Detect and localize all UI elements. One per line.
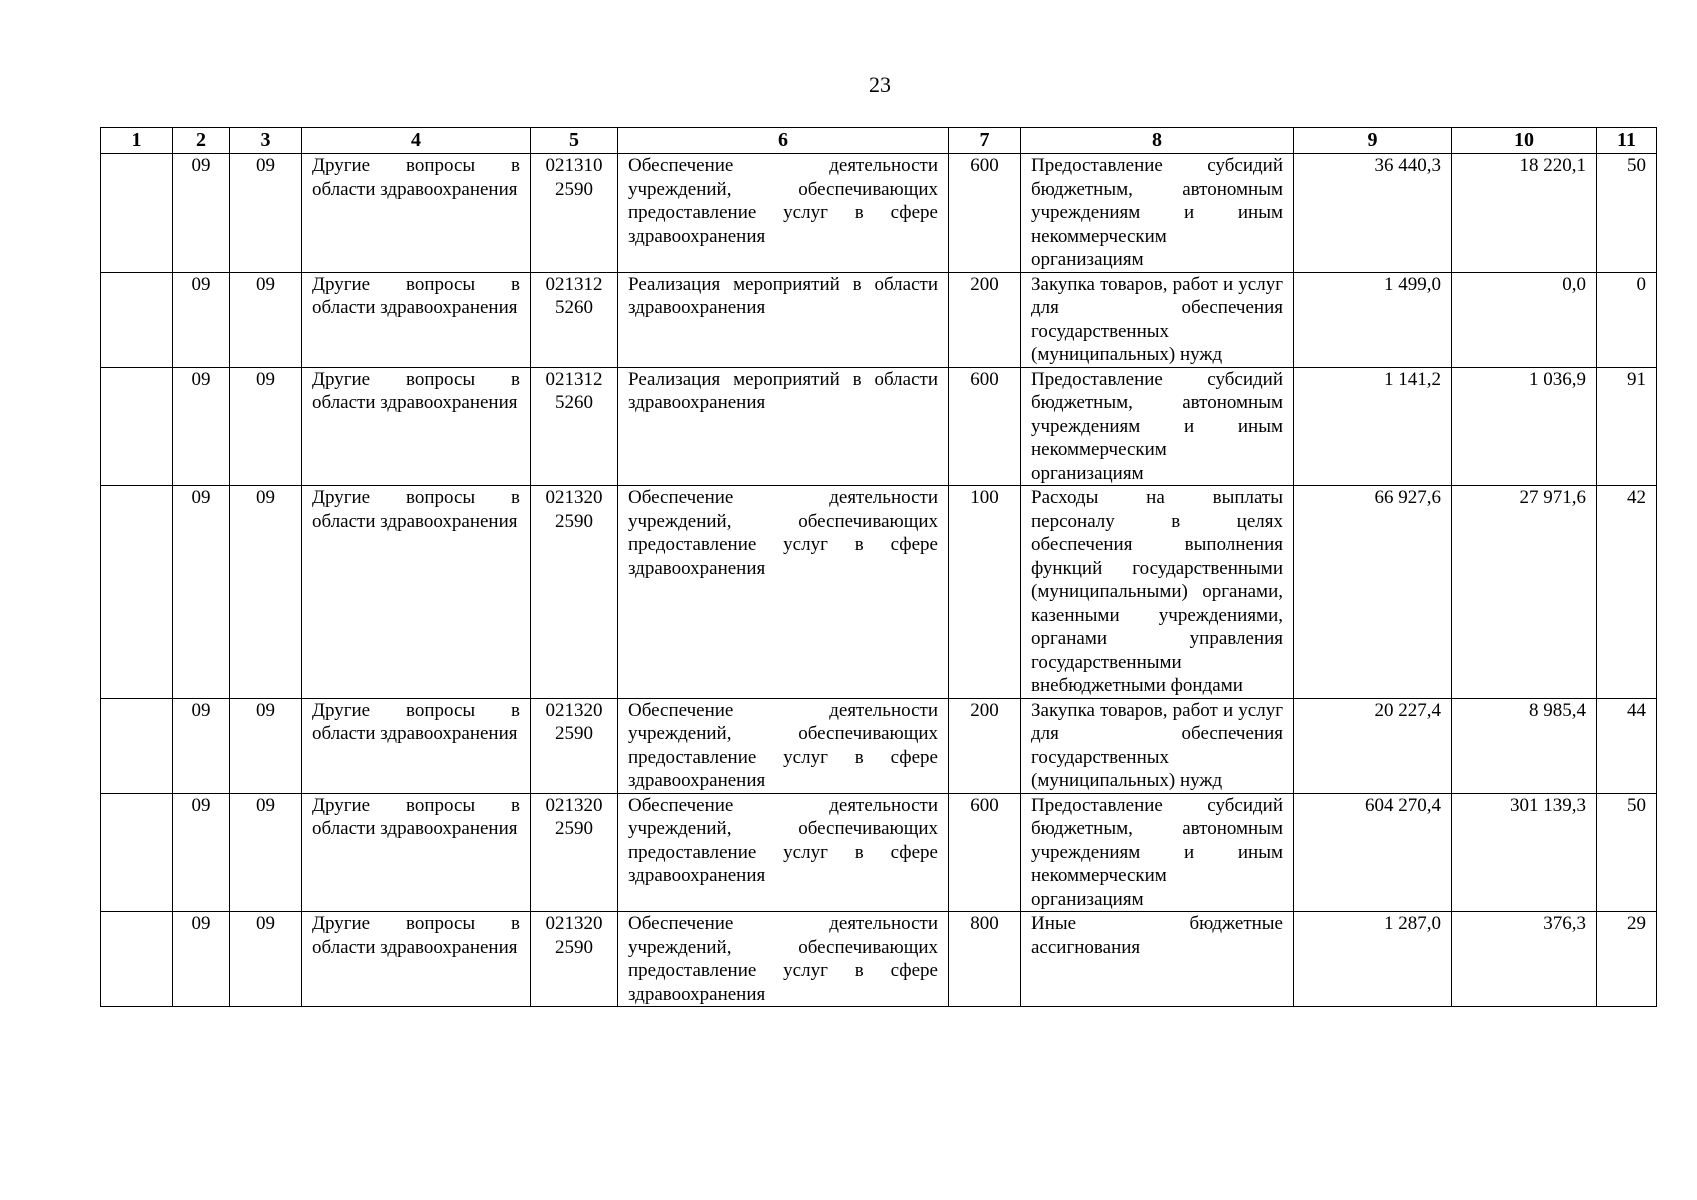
cell-expense-type: 600 bbox=[949, 154, 1021, 273]
cell-article-name: Реализация мероприятий в области здравоохранения bbox=[618, 272, 949, 367]
target-article-part2: 2590 bbox=[555, 178, 593, 200]
cell-section-name: Другие вопросы в области здравоохранения bbox=[302, 793, 531, 912]
cell-plan-amount: 1 499,0 bbox=[1294, 272, 1452, 367]
cell-actual-amount: 18 220,1 bbox=[1452, 154, 1597, 273]
cell-section: 09 bbox=[173, 698, 230, 793]
cell-expense-type-name: Предоставление субсидий бюджетным, автономным учреждениям и иным некоммерческим организациям bbox=[1021, 793, 1294, 912]
column-header: 7 bbox=[949, 128, 1021, 154]
cell-plan-amount: 20 227,4 bbox=[1294, 698, 1452, 793]
cell-section: 09 bbox=[173, 912, 230, 1007]
cell-subsection: 09 bbox=[230, 793, 302, 912]
column-header: 2 bbox=[173, 128, 230, 154]
cell-section-name: Другие вопросы в области здравоохранения bbox=[302, 272, 531, 367]
page-number: 23 bbox=[869, 72, 891, 97]
column-header: 9 bbox=[1294, 128, 1452, 154]
cell-percent: 42 bbox=[1597, 486, 1657, 699]
cell-article-name: Обеспечение деятельности учреждений, обеспечивающих предоставление услуг в сфере здравоохранения bbox=[618, 793, 949, 912]
target-article-part2: 5260 bbox=[555, 297, 593, 318]
target-article-part1: 021312 bbox=[545, 368, 603, 390]
column-header: 3 bbox=[230, 128, 302, 154]
target-article-part2: 2590 bbox=[555, 510, 593, 532]
cell-plan-amount: 36 440,3 bbox=[1294, 154, 1452, 273]
target-article-part1: 021320 bbox=[545, 487, 603, 508]
cell-subsection: 09 bbox=[230, 367, 302, 486]
cell-percent: 50 bbox=[1597, 154, 1657, 273]
cell-article-name: Обеспечение деятельности учреждений, обеспечивающих предоставление услуг в сфере здравоохранения bbox=[618, 154, 949, 273]
target-article-part1: 021320 bbox=[545, 699, 603, 721]
cell-subsection: 09 bbox=[230, 912, 302, 1007]
cell-article-name: Обеспечение деятельности учреждений, обеспечивающих предоставление услуг в сфере здравоохранения bbox=[618, 912, 949, 1007]
cell-expense-type: 600 bbox=[949, 367, 1021, 486]
cell-actual-amount: 0,0 bbox=[1452, 272, 1597, 367]
cell-col1 bbox=[101, 698, 173, 793]
cell-expense-type-name: Предоставление субсидий бюджетным, автономным учреждениям и иным некоммерческим организациям bbox=[1021, 367, 1294, 486]
cell-section: 09 bbox=[173, 486, 230, 699]
cell-expense-type-name: Расходы на выплаты персоналу в целях обеспечения выполнения функций государственными (муниципальными) органами, казенными учреждениями, органами управления государственными внебюджетными фондами bbox=[1021, 486, 1294, 699]
cell-section: 09 bbox=[173, 272, 230, 367]
target-article-part1: 021310 bbox=[545, 155, 603, 176]
cell-subsection: 09 bbox=[230, 698, 302, 793]
cell-actual-amount: 8 985,4 bbox=[1452, 698, 1597, 793]
cell-section-name: Другие вопросы в области здравоохранения bbox=[302, 154, 531, 273]
cell-plan-amount: 1 141,2 bbox=[1294, 367, 1452, 486]
cell-actual-amount: 301 139,3 bbox=[1452, 793, 1597, 912]
target-article-part2: 5260 bbox=[555, 392, 593, 413]
table-row bbox=[101, 912, 1657, 1007]
cell-col1 bbox=[101, 272, 173, 367]
cell-subsection: 09 bbox=[230, 272, 302, 367]
cell-section: 09 bbox=[173, 793, 230, 912]
cell-plan-amount: 66 927,6 bbox=[1294, 486, 1452, 699]
cell-expense-type: 800 bbox=[949, 912, 1021, 1007]
budget-table bbox=[100, 127, 1657, 1007]
cell-percent: 44 bbox=[1597, 698, 1657, 793]
column-header: 10 bbox=[1452, 128, 1597, 154]
cell-target-article bbox=[531, 698, 618, 793]
column-header: 6 bbox=[618, 128, 949, 154]
cell-percent: 0 bbox=[1597, 272, 1657, 367]
cell-expense-type-name: Предоставление субсидий бюджетным, автономным учреждениям и иным некоммерческим организациям bbox=[1021, 154, 1294, 273]
cell-expense-type: 100 bbox=[949, 486, 1021, 699]
target-article-part1: 021320 bbox=[545, 913, 603, 934]
cell-expense-type: 200 bbox=[949, 698, 1021, 793]
cell-expense-type: 200 bbox=[949, 272, 1021, 367]
cell-section-name: Другие вопросы в области здравоохранения bbox=[302, 698, 531, 793]
cell-col1 bbox=[101, 486, 173, 699]
cell-col1 bbox=[101, 912, 173, 1007]
cell-expense-type: 600 bbox=[949, 793, 1021, 912]
cell-col1 bbox=[101, 793, 173, 912]
table-row bbox=[101, 154, 1657, 273]
table-row bbox=[101, 367, 1657, 486]
cell-section-name: Другие вопросы в области здравоохранения bbox=[302, 486, 531, 699]
table-row bbox=[101, 486, 1657, 699]
cell-target-article bbox=[531, 367, 618, 486]
target-article-part1: 021312 bbox=[545, 273, 603, 295]
cell-section-name: Другие вопросы в области здравоохранения bbox=[302, 912, 531, 1007]
cell-expense-type-name: Закупка товаров, работ и услуг для обеспечения государственных (муниципальных) нужд bbox=[1021, 698, 1294, 793]
cell-percent: 50 bbox=[1597, 793, 1657, 912]
cell-article-name: Обеспечение деятельности учреждений, обеспечивающих предоставление услуг в сфере здравоохранения bbox=[618, 698, 949, 793]
cell-subsection: 09 bbox=[230, 486, 302, 699]
cell-target-article bbox=[531, 793, 618, 912]
cell-article-name: Реализация мероприятий в области здравоохранения bbox=[618, 367, 949, 486]
cell-actual-amount: 376,3 bbox=[1452, 912, 1597, 1007]
cell-actual-amount: 27 971,6 bbox=[1452, 486, 1597, 699]
cell-percent: 29 bbox=[1597, 912, 1657, 1007]
header-row bbox=[101, 128, 1657, 154]
cell-target-article bbox=[531, 272, 618, 367]
cell-col1 bbox=[101, 154, 173, 273]
column-header: 8 bbox=[1021, 128, 1294, 154]
target-article-part2: 2590 bbox=[555, 723, 593, 744]
column-header: 4 bbox=[302, 128, 531, 154]
cell-target-article bbox=[531, 486, 618, 699]
cell-actual-amount: 1 036,9 bbox=[1452, 367, 1597, 486]
cell-target-article bbox=[531, 154, 618, 273]
table-row bbox=[101, 698, 1657, 793]
cell-col1 bbox=[101, 367, 173, 486]
column-header: 11 bbox=[1597, 128, 1657, 154]
table-row bbox=[101, 272, 1657, 367]
cell-plan-amount: 604 270,4 bbox=[1294, 793, 1452, 912]
column-header: 5 bbox=[531, 128, 618, 154]
cell-expense-type-name: Иные бюджетные ассигнования bbox=[1021, 912, 1294, 1007]
cell-section: 09 bbox=[173, 154, 230, 273]
target-article-part1: 021320 bbox=[545, 794, 603, 816]
target-article-part2: 2590 bbox=[555, 818, 593, 839]
cell-article-name: Обеспечение деятельности учреждений, обеспечивающих предоставление услуг в сфере здравоохранения bbox=[618, 486, 949, 699]
cell-percent: 91 bbox=[1597, 367, 1657, 486]
cell-plan-amount: 1 287,0 bbox=[1294, 912, 1452, 1007]
cell-expense-type-name: Закупка товаров, работ и услуг для обеспечения государственных (муниципальных) нужд bbox=[1021, 272, 1294, 367]
target-article-part2: 2590 bbox=[555, 936, 593, 958]
cell-section: 09 bbox=[173, 367, 230, 486]
cell-target-article bbox=[531, 912, 618, 1007]
column-header: 1 bbox=[101, 128, 173, 154]
cell-subsection: 09 bbox=[230, 154, 302, 273]
table-row bbox=[101, 793, 1657, 912]
cell-section-name: Другие вопросы в области здравоохранения bbox=[302, 367, 531, 486]
